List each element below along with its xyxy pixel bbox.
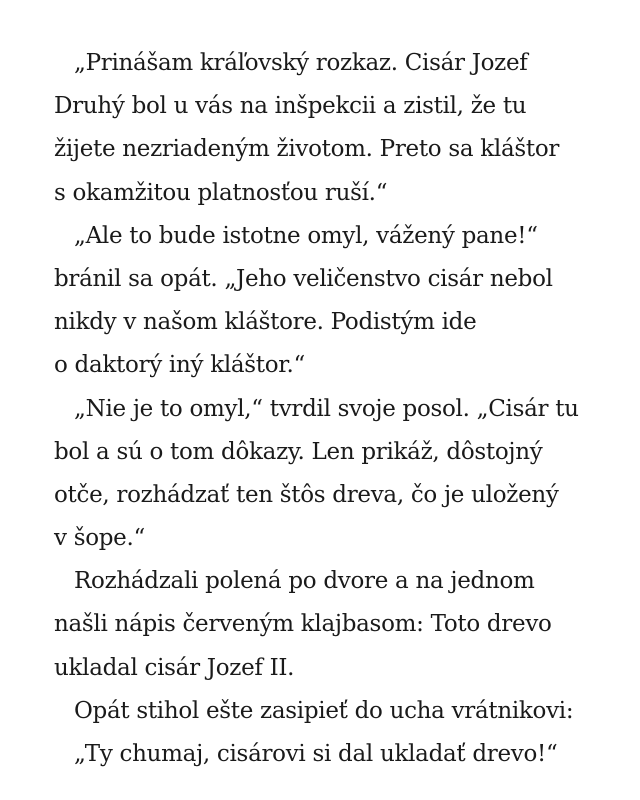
text-line: bol a sú o tom dôkazy. Len prikáž, dôstojný	[54, 438, 543, 465]
text-line: ukladal cisár Jozef II.	[54, 654, 295, 681]
text-line: „Ty chumaj, cisárovi si dal ukladať drevo!“	[74, 741, 558, 767]
paragraph	[54, 215, 614, 388]
text-line: „Ale to bude istotne omyl, vážený pane!“	[74, 222, 538, 249]
text-line: „Nie je to omyl,“ tvrdil svoje posol. „Cisár tu	[74, 395, 579, 422]
paragraph	[54, 42, 614, 215]
book-page	[54, 42, 614, 776]
text-line: žijete nezriadeným životom. Preto sa kláštor	[54, 136, 560, 163]
text-line: „Prinášam kráľovský rozkaz. Cisár Jozef	[74, 50, 528, 76]
text-line: o daktorý iný kláštor.“	[54, 352, 305, 379]
text-line: Druhý bol u vás na inšpekcii a zistil, že tu	[54, 93, 527, 120]
text-line: v šope.“	[54, 525, 145, 552]
text-line: nikdy v našom kláštore. Podistým ide	[54, 309, 477, 336]
text-line: bránil sa opát. „Jeho veličenstvo cisár nebol	[54, 265, 553, 292]
text-line: otče, rozhádzať ten štôs dreva, čo je uložený	[54, 481, 559, 508]
text-line: s okamžitou platnosťou ruší.“	[54, 179, 388, 206]
paragraph	[54, 560, 614, 690]
paragraph	[54, 690, 614, 776]
text-line: Opát stihol ešte zasipieť do ucha vrátnikovi:	[74, 697, 574, 724]
text-line: Rozhádzali polená po dvore a na jednom	[74, 568, 535, 595]
text-line: našli nápis červeným klajbasom: Toto drevo	[54, 611, 552, 638]
paragraph	[54, 388, 614, 561]
